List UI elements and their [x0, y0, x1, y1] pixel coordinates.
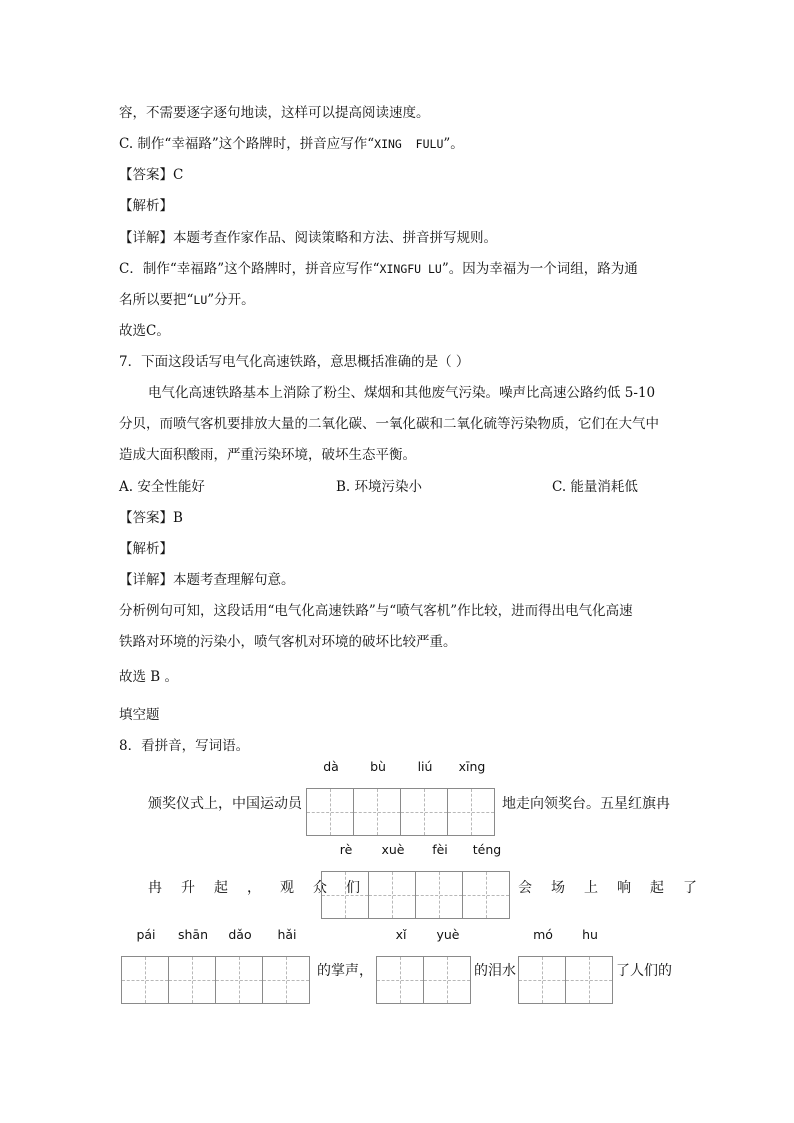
writing-grid[interactable] — [321, 842, 510, 919]
analysis-line: 分析例句可知，这段话用“电气化高速铁路”与“喷气客机”作比较，进而得出电气化高速 — [119, 603, 633, 619]
pinyin-label: mó — [533, 927, 553, 942]
pinyin-label: hu — [582, 927, 598, 942]
analysis-line: 铁路对环境的污染小，喷气客机对环境的破坏比较严重。 — [119, 634, 457, 650]
writing-grid[interactable] — [121, 927, 310, 1004]
writing-cell[interactable] — [368, 842, 416, 919]
pinyin-code: XINGFU LU — [379, 262, 442, 276]
writing-cell[interactable] — [215, 927, 263, 1004]
question-8: 8．看拼音，写词语。 — [119, 738, 250, 754]
detail-line: 【详解】本题考查理解句意。 — [119, 572, 295, 588]
pinyin-label: yuè — [436, 927, 460, 942]
question-7: 7．下面这段话写电气化高速铁路，意思概括准确的是（ ） — [119, 354, 470, 370]
fill-text: 冉升起，观众们 — [148, 880, 379, 896]
pinyin-label: fèi — [432, 842, 448, 857]
fill-text: 的泪水 — [474, 963, 516, 979]
writing-cell[interactable] — [376, 927, 424, 1004]
writing-cell[interactable] — [353, 759, 401, 836]
pinyin-label: xǐ — [395, 927, 407, 942]
pinyin-label: hǎi — [277, 927, 297, 942]
text-fragment: C. 制作“幸福路”这个路牌时，拼音应写作“ — [119, 136, 375, 152]
writing-cell[interactable] — [447, 759, 495, 836]
text-fragment: 名所以要把“ — [119, 292, 194, 308]
section-title: 填空题 — [119, 707, 160, 723]
option-c: C. 能量消耗低 — [552, 479, 638, 495]
conclusion-line: 故选 B 。 — [119, 669, 179, 685]
pinyin-label: xīng — [458, 759, 486, 774]
option-c-line — [119, 135, 464, 153]
conclusion-line: 故选C。 — [119, 323, 170, 339]
writing-grid[interactable] — [306, 759, 495, 836]
writing-grid[interactable] — [376, 927, 471, 1004]
writing-cell[interactable] — [306, 759, 354, 836]
option-b: B. 环境污染小 — [336, 479, 423, 495]
pinyin-label: dǎo — [228, 927, 252, 942]
fill-text: 的掌声， — [317, 963, 373, 979]
detail-line: 【详解】本题考查作家作品、阅读策略和方法、拼音拼写规则。 — [119, 230, 497, 246]
pinyin-label: liú — [417, 759, 433, 774]
writing-cell[interactable] — [415, 842, 463, 919]
option-c-explain-line — [119, 260, 638, 278]
text-fragment: ”分开。 — [207, 292, 255, 308]
pinyin-label: rè — [339, 842, 353, 857]
writing-cell[interactable] — [565, 927, 613, 1004]
fill-text: 颁奖仪式上，中国运动员 — [148, 796, 302, 812]
pinyin-label: dà — [323, 759, 339, 774]
writing-cell[interactable] — [321, 842, 369, 919]
writing-cell[interactable] — [262, 927, 310, 1004]
pinyin-label: xuè — [381, 842, 405, 857]
passage-line: 分贝，而喷气客机要排放大量的二氧化碳、一氧化碳和二氧化硫等污染物质，它们在大气中 — [119, 416, 659, 432]
passage-line: 电气化高速铁路基本上消除了粉尘、煤烟和其他废气污染。噪声比高速公路约低 5-10 — [148, 385, 656, 401]
text-fragment: ”。 — [443, 136, 464, 152]
fill-text: 会场上响起了 — [518, 880, 716, 896]
writing-cell[interactable] — [462, 842, 510, 919]
analysis-label: 【解析】 — [119, 198, 173, 214]
pinyin-label: pái — [136, 927, 156, 942]
writing-grid[interactable] — [518, 927, 613, 1004]
answer-label: 【答案】B — [119, 510, 183, 526]
analysis-label: 【解析】 — [119, 541, 173, 557]
text-fragment: C．制作“幸福路”这个路牌时，拼音应写作“ — [119, 261, 380, 277]
answer-label: 【答案】C — [119, 167, 184, 183]
passage-line: 造成大面积酸雨，严重污染环境，破坏生态平衡。 — [119, 447, 416, 463]
pinyin-code: LU — [193, 293, 208, 307]
pinyin-label: shān — [177, 927, 209, 942]
pinyin-label: bù — [370, 759, 386, 774]
fill-text: 了人们的 — [616, 963, 672, 979]
writing-cell[interactable] — [400, 759, 448, 836]
fill-text: 地走向领奖台。五星红旗冉 — [502, 796, 670, 812]
text-line: 容，不需要逐字逐句地读，这样可以提高阅读速度。 — [119, 105, 430, 121]
text-fragment: ”。因为幸福为一个词组，路为通 — [441, 261, 638, 277]
writing-cell[interactable] — [121, 927, 169, 1004]
writing-cell[interactable] — [518, 927, 566, 1004]
option-a: A. 安全性能好 — [119, 479, 205, 495]
writing-cell[interactable] — [423, 927, 471, 1004]
pinyin-label: téng — [472, 842, 502, 857]
pinyin-code: XING FULU — [374, 137, 444, 151]
writing-cell[interactable] — [168, 927, 216, 1004]
explain-continuation — [119, 291, 255, 309]
